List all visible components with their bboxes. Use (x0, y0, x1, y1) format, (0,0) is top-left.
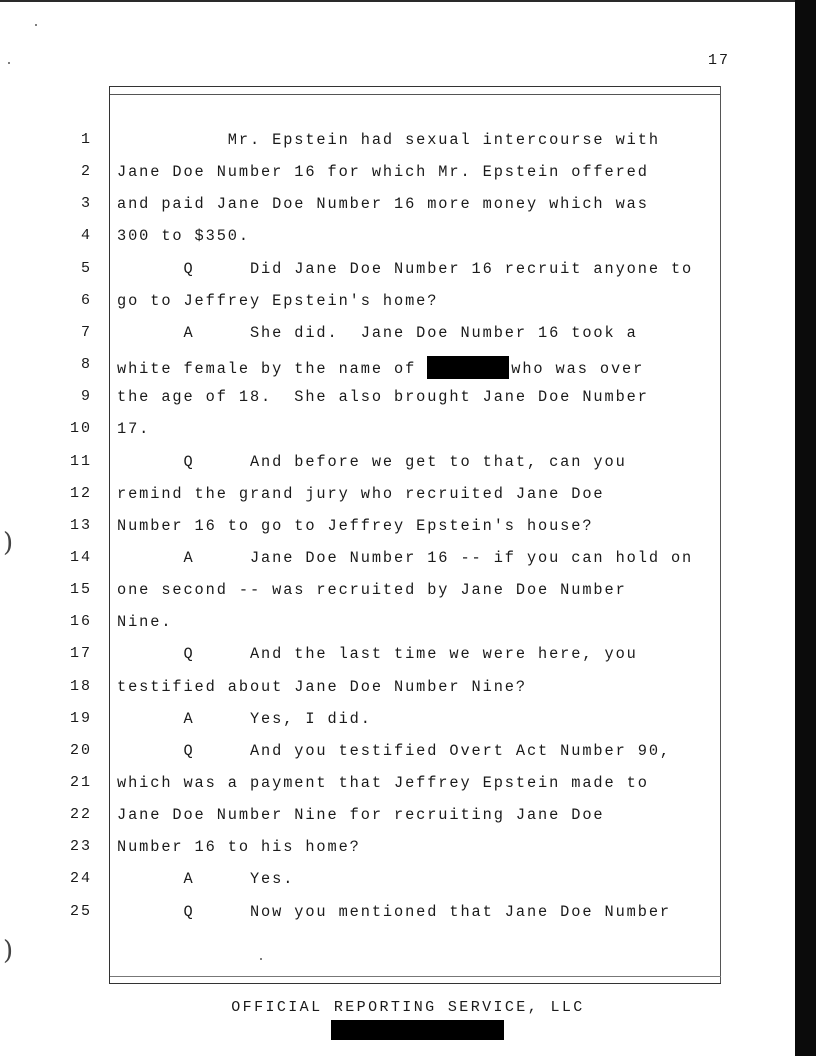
page-frame-left (109, 86, 110, 984)
line-number: 9 (80, 388, 92, 405)
line-number: 2 (80, 163, 92, 180)
scan-speck (35, 24, 37, 26)
transcript-line: remind the grand jury who recruited Jane Doe (117, 485, 605, 503)
line-number: 11 (69, 453, 92, 470)
line-text-after-redaction: who was over (511, 360, 645, 378)
line-number: 6 (80, 292, 92, 309)
scan-edge-right (795, 0, 816, 1056)
line-number: 20 (69, 742, 92, 759)
line-number: 18 (69, 678, 92, 695)
line-number: 15 (69, 581, 92, 598)
transcript-line: testified about Jane Doe Number Nine? (117, 678, 527, 696)
scan-edge-top (0, 0, 800, 2)
line-number: 3 (80, 195, 92, 212)
transcript-line: 300 to $350. (117, 227, 250, 245)
transcript-line: Number 16 to go to Jeffrey Epstein's house? (117, 517, 594, 535)
transcript-line: 17. (117, 420, 151, 438)
transcript-line: Mr. Epstein had sexual intercourse with (117, 131, 660, 149)
binding-hole-mark: ) (3, 936, 14, 966)
scan-speck (260, 958, 262, 960)
page-frame-bottom-inner (110, 976, 721, 977)
line-number: 1 (80, 131, 92, 148)
transcript-line: which was a payment that Jeffrey Epstein made to (117, 774, 649, 792)
transcript-line: A Jane Doe Number 16 -- if you can hold on (117, 549, 694, 567)
line-number: 17 (69, 645, 92, 662)
redaction-box (427, 356, 509, 379)
transcript-line: Jane Doe Number Nine for recruiting Jane Doe (117, 806, 605, 824)
page-frame-top (110, 86, 721, 87)
transcript-line: Q Now you mentioned that Jane Doe Number (117, 903, 671, 921)
line-number: 22 (69, 806, 92, 823)
transcript-line: A Yes. (117, 870, 295, 888)
line-number: 23 (69, 838, 92, 855)
transcript-line: Q And you testified Overt Act Number 90, (117, 742, 671, 760)
transcript-line (117, 356, 644, 379)
line-number: 24 (69, 870, 92, 887)
line-number: 7 (80, 324, 92, 341)
line-number: 13 (69, 517, 92, 534)
transcript-line: Q And before we get to that, can you (117, 453, 627, 471)
line-number: 5 (80, 260, 92, 277)
page-frame-top-inner (110, 94, 721, 95)
footer-redaction-box (331, 1020, 504, 1040)
line-number: 12 (69, 485, 92, 502)
page-frame-bottom (110, 983, 721, 984)
line-number: 10 (69, 420, 92, 437)
line-text-before-redaction: white female by the name of (117, 360, 428, 378)
transcript-line: and paid Jane Doe Number 16 more money which was (117, 195, 649, 213)
scan-speck (8, 62, 10, 64)
transcript-line: Number 16 to his home? (117, 838, 361, 856)
transcript-line: A Yes, I did. (117, 710, 372, 728)
transcript-line: Q Did Jane Doe Number 16 recruit anyone to (117, 260, 694, 278)
transcript-line: A She did. Jane Doe Number 16 took a (117, 324, 638, 342)
line-number: 14 (69, 549, 92, 566)
line-number: 21 (69, 774, 92, 791)
transcript-line: go to Jeffrey Epstein's home? (117, 292, 439, 310)
transcript-line: Nine. (117, 613, 173, 631)
page-frame-right (720, 86, 721, 984)
footer-reporting-service: OFFICIAL REPORTING SERVICE, LLC (231, 999, 585, 1016)
line-number: 25 (69, 903, 92, 920)
transcript-line: the age of 18. She also brought Jane Doe Number (117, 388, 649, 406)
line-number: 16 (69, 613, 92, 630)
transcript-line: one second -- was recruited by Jane Doe Number (117, 581, 627, 599)
transcript-line: Jane Doe Number 16 for which Mr. Epstein offered (117, 163, 649, 181)
page-number: 17 (707, 52, 730, 69)
line-number: 4 (80, 227, 92, 244)
binding-hole-mark: ) (3, 528, 14, 558)
line-number: 19 (69, 710, 92, 727)
transcript-line: Q And the last time we were here, you (117, 645, 638, 663)
line-number: 8 (80, 356, 92, 373)
